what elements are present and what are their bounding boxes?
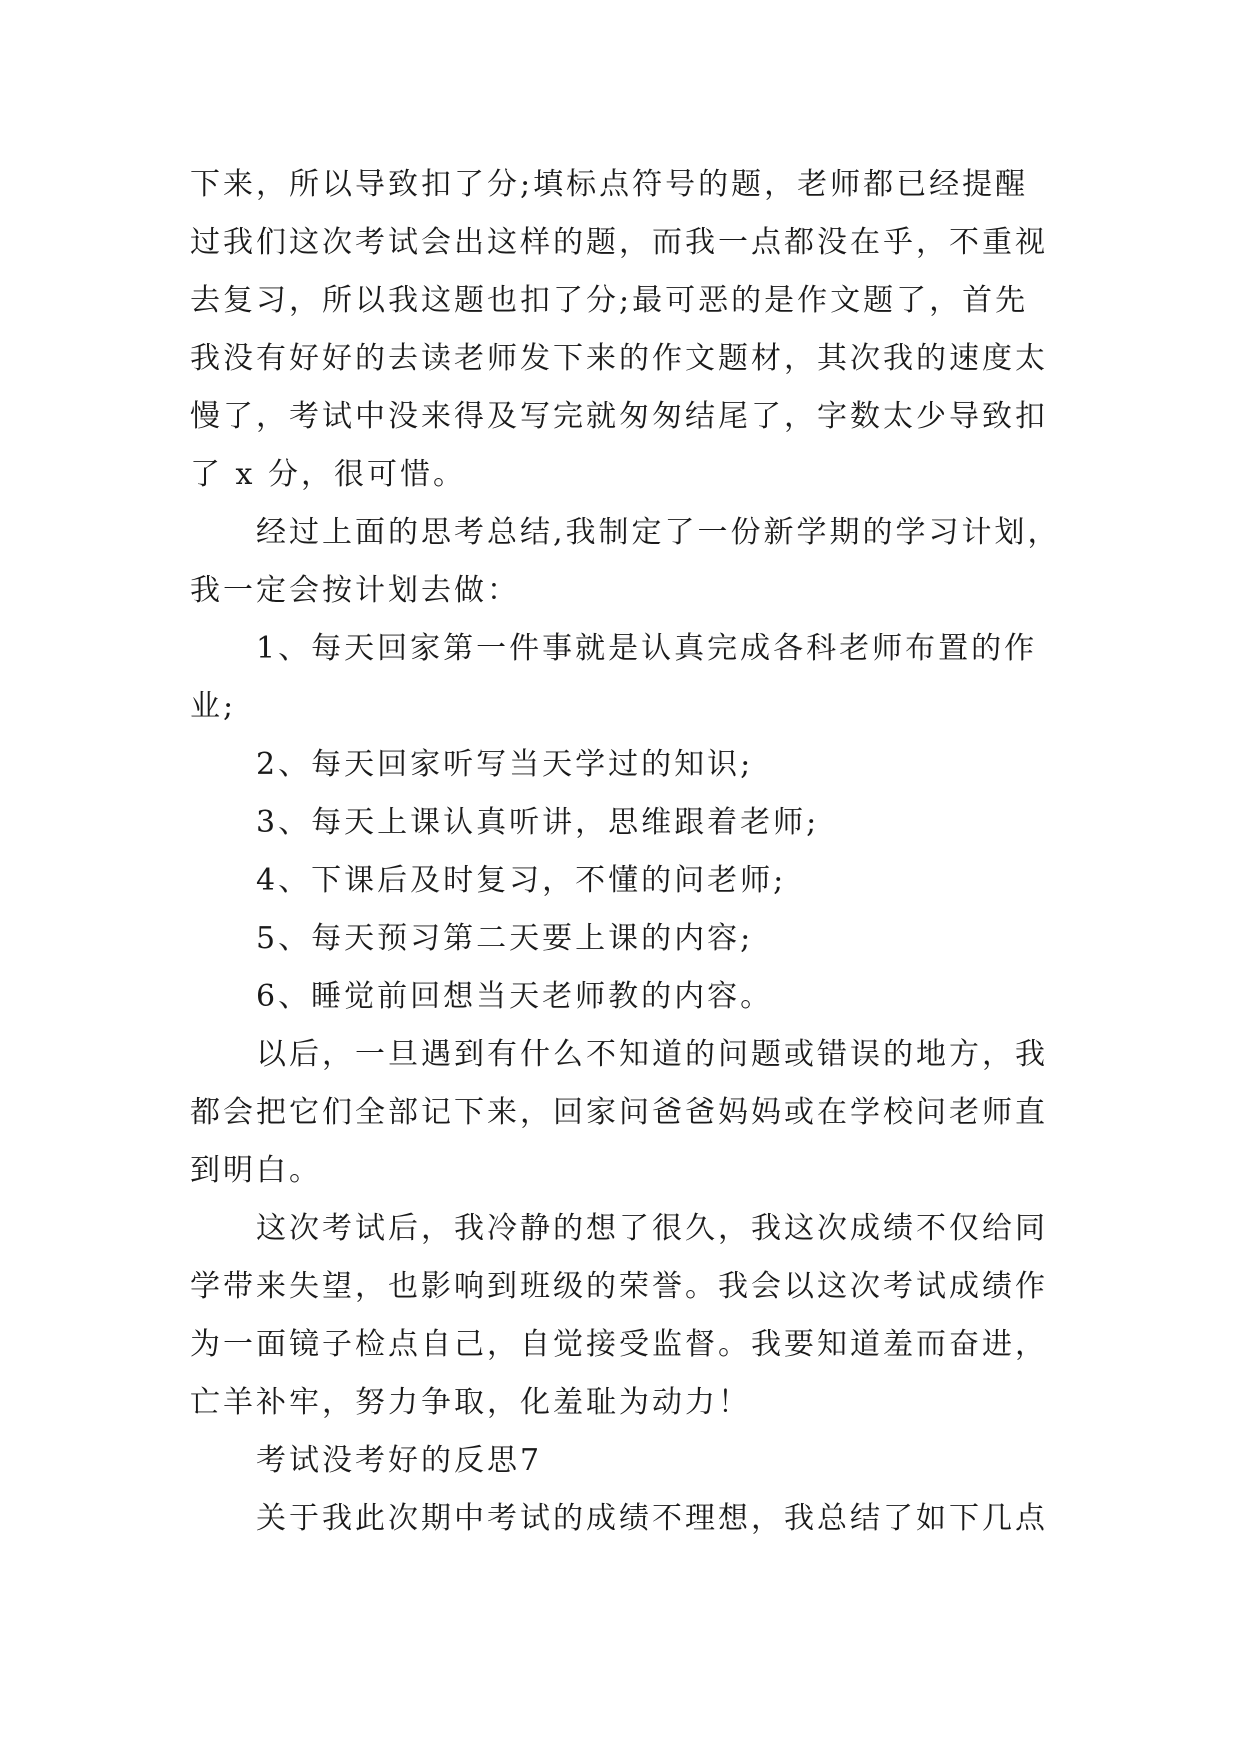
text-line: 2、每天回家听写当天学过的知识; — [256, 747, 754, 782]
paragraph-later — [190, 1026, 1091, 1200]
text-line: 到明白。 — [190, 1153, 322, 1188]
section-heading — [190, 1432, 1091, 1490]
plan-item-5 — [190, 910, 1091, 968]
paragraph-section-start — [190, 1490, 1091, 1548]
text-line: 慢了，考试中没来得及写完就匆匆结尾了，字数太少导致扣 — [190, 399, 1048, 434]
text-line: 以后，一旦遇到有什么不知道的问题或错误的地方，我 — [256, 1037, 1048, 1072]
text-line: 亡羊补牢，努力争取，化羞耻为动力！ — [190, 1385, 751, 1420]
text-line: 了 x 分，很可惜。 — [190, 457, 466, 492]
plan-item-2 — [190, 736, 1091, 794]
section-title: 考试没考好的反思7 — [256, 1443, 543, 1478]
plan-item-1 — [190, 620, 1091, 736]
text-line: 都会把它们全部记下来，回家问爸爸妈妈或在学校问老师直 — [190, 1095, 1048, 1130]
text-line: 5、每天预习第二天要上课的内容; — [256, 921, 754, 956]
plan-item-3 — [190, 794, 1091, 852]
paragraph-plan-intro — [190, 504, 1091, 620]
text-line: 4、下课后及时复习，不懂的问老师; — [256, 863, 787, 898]
paragraph-reflection — [190, 1200, 1091, 1432]
text-line: 去复习，所以我这题也扣了分;最可恶的是作文题了，首先 — [190, 283, 1029, 318]
text-line: 6、睡觉前回想当天老师教的内容。 — [256, 979, 774, 1014]
text-line: 为一面镜子检点自己，自觉接受监督。我要知道羞而奋进， — [190, 1327, 1048, 1362]
text-line: 过我们这次考试会出这样的题，而我一点都没在乎，不重视 — [190, 225, 1048, 260]
plan-item-6 — [190, 968, 1091, 1026]
paragraph-continued — [190, 156, 1091, 504]
text-line: 3、每天上课认真听讲，思维跟着老师; — [256, 805, 820, 840]
text-line: 1、每天回家第一件事就是认真完成各科老师布置的作 — [256, 631, 1038, 666]
text-line: 下来，所以导致扣了分;填标点符号的题，老师都已经提醒 — [190, 167, 1029, 202]
text-line: 学带来失望，也影响到班级的荣誉。我会以这次考试成绩作 — [190, 1269, 1048, 1304]
text-line: 经过上面的思考总结,我制定了一份新学期的学习计划， — [256, 515, 1061, 550]
text-line: 关于我此次期中考试的成绩不理想，我总结了如下几点 — [256, 1501, 1048, 1536]
text-line: 这次考试后，我冷静的想了很久，我这次成绩不仅给同 — [256, 1211, 1048, 1246]
text-line: 我没有好好的去读老师发下来的作文题材，其次我的速度太 — [190, 341, 1048, 376]
text-line: 业; — [190, 689, 237, 724]
plan-item-4 — [190, 852, 1091, 910]
text-line: 我一定会按计划去做： — [190, 573, 520, 608]
